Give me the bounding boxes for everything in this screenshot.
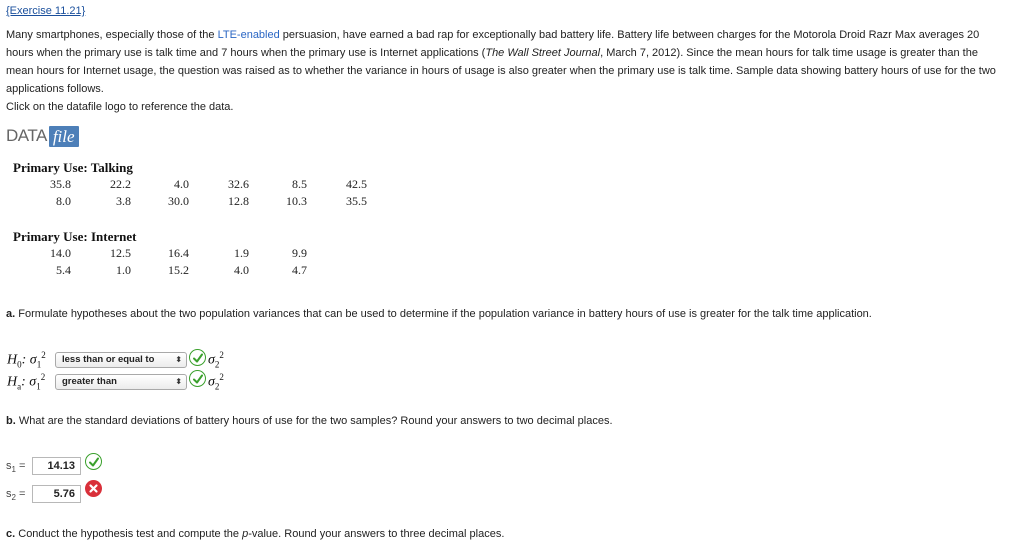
h0-relation-select[interactable]: less than or equal to ⬍ (55, 352, 187, 368)
s2-label: $s_2$ = (6, 488, 26, 503)
s1-label: $s_1$ = (6, 460, 26, 475)
talking-cell: 22.2 (110, 177, 131, 191)
talking-cell: 8.0 (56, 194, 71, 208)
talking-cell: 10.3 (286, 194, 307, 208)
talking-cell: 12.8 (228, 194, 249, 208)
part-b-question: b. What are the standard deviations of battery hours of use for the two samples? Round your answers to two decimal places. (6, 415, 613, 427)
internet-cell: 15.2 (168, 263, 189, 277)
h0-lhs: $H_0$: $\sigma_1^2$ (7, 350, 46, 370)
internet-table-title: Primary Use: Internet (13, 229, 137, 244)
check-icon (189, 349, 206, 366)
datafile-instruction: Click on the datafile logo to reference the data. (6, 101, 234, 113)
s2-input[interactable]: 5.76 (32, 485, 81, 503)
intro-paragraph: Many smartphones, especially those of the LTE-enabled persuasion, have earned a bad rap for exceptionally bad battery life. Battery life between charges for the Motorola Droid Razr Max averages 20 hours when the primary use is talk time and 7 hours when the primary use is Internet applications (The Wall Street Journal, March 7, 2012). Since the mean hours for talk time usage is greater than the mean hours for Internet usage, the question was raised as to whether the variance in hours of usage is also greater when the primary use is talk time. Sample data showing battery hours of use for the two applications follows. (6, 29, 996, 95)
talking-cell: 35.8 (50, 177, 71, 191)
talking-cell: 35.5 (346, 194, 367, 208)
internet-cell: 1.0 (116, 263, 131, 277)
s1-input[interactable]: 14.13 (32, 457, 81, 475)
select-arrows-icon: ⬍ (175, 377, 182, 386)
datafile-logo[interactable] (6, 125, 79, 147)
talking-cell: 4.0 (174, 177, 189, 191)
talking-table-title: Primary Use: Talking (13, 160, 133, 175)
h0-rhs: $\sigma_2^2$ (208, 350, 224, 370)
datafile-logo-data: DATA (6, 126, 47, 145)
internet-cell: 14.0 (50, 246, 71, 260)
lte-link[interactable]: LTE-enabled (217, 29, 280, 41)
talking-cell: 30.0 (168, 194, 189, 208)
internet-cell: 12.5 (110, 246, 131, 260)
check-icon (189, 370, 206, 387)
talking-cell: 42.5 (346, 177, 367, 191)
ha-relation-select[interactable]: greater than ⬍ (55, 374, 187, 390)
internet-cell: 5.4 (56, 263, 71, 277)
internet-cell: 1.9 (234, 246, 249, 260)
part-a-question: a. Formulate hypotheses about the two population variances that can be used to determine if the population variance in battery hours of use is greater for the talk time application. (6, 308, 872, 320)
x-icon (85, 480, 102, 497)
ha-rhs: $\sigma_2^2$ (208, 372, 224, 392)
internet-cell: 9.9 (292, 246, 307, 260)
select-arrows-icon: ⬍ (175, 355, 182, 364)
talking-cell: 3.8 (116, 194, 131, 208)
ha-lhs: $H_a$: $\sigma_1^2$ (7, 372, 46, 392)
internet-cell: 16.4 (168, 246, 189, 260)
talking-cell: 32.6 (228, 177, 249, 191)
check-icon (85, 453, 102, 470)
datafile-logo-file: file (49, 126, 79, 147)
exercise-link[interactable]: {Exercise 11.21} (6, 5, 86, 17)
talking-cell: 8.5 (292, 177, 307, 191)
internet-cell: 4.0 (234, 263, 249, 277)
internet-cell: 4.7 (292, 263, 307, 277)
part-c-question: c. Conduct the hypothesis test and compute the p-value. Round your answers to three decimal places. (6, 528, 505, 540)
